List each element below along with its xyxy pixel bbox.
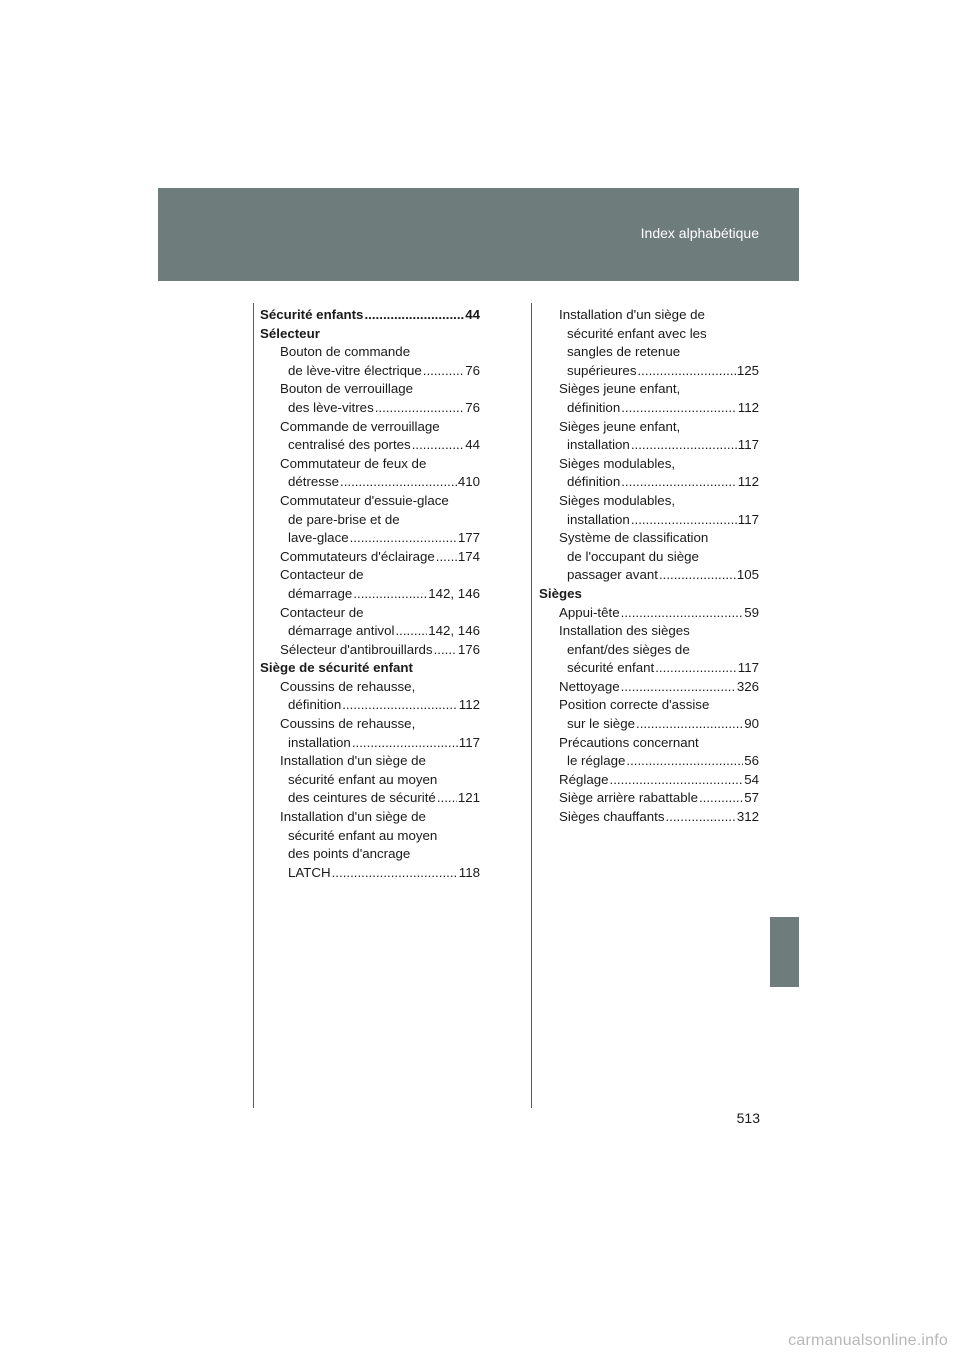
index-entry-text: Sièges jeune enfant,: [559, 381, 681, 397]
index-entry-text: enfant/des sièges de: [567, 641, 690, 657]
dot-leader: [363, 306, 464, 325]
watermark: carmanualsonline.info: [788, 1332, 948, 1349]
index-entry-text: Système de classification: [559, 530, 709, 546]
index-entry-page: 174: [457, 548, 480, 564]
index-entry: [539, 659, 759, 678]
index-entry-text: Sièges jeune enfant,: [559, 418, 681, 434]
index-entry: [260, 641, 480, 660]
index-entry-text: Contacteur de: [280, 604, 364, 620]
index-entry: [260, 511, 480, 530]
index-entry-text: Sélecteur: [260, 325, 320, 341]
index-entry-page: 121: [457, 790, 480, 806]
index-entry-text: de lève-vitre électrique: [288, 362, 422, 378]
dot-leader: [620, 399, 737, 418]
index-entry-page: 142, 146: [428, 623, 480, 639]
index-entry-text: centralisé des portes: [288, 437, 411, 453]
index-entry-text: définition: [288, 697, 342, 713]
index-entry-text: sécurité enfant: [567, 660, 655, 676]
index-entry-text: Précautions concernant: [559, 734, 699, 750]
index-entry: [260, 659, 480, 678]
index-entry-page: 112: [737, 474, 759, 490]
index-entry-text: Bouton de verrouillage: [280, 381, 414, 397]
section-title: Index alphabétique: [640, 225, 759, 241]
column-divider-left: [253, 303, 254, 1108]
index-entry: [260, 473, 480, 492]
index-entry: [539, 622, 759, 641]
index-entry-text: Coussins de rehausse,: [280, 678, 416, 694]
index-entry: [539, 436, 759, 455]
index-entry: [260, 789, 480, 808]
dot-leader: [658, 566, 736, 585]
index-entry-page: 44: [465, 437, 480, 453]
index-entry: [539, 529, 759, 548]
index-entry-text: détresse: [288, 474, 339, 490]
dot-leader: [394, 622, 427, 641]
index-entry-text: sécurité enfant avec les: [567, 325, 707, 341]
dot-leader: [411, 436, 465, 455]
index-entry: [539, 808, 759, 827]
dot-leader: [620, 604, 744, 623]
index-entry-text: installation: [288, 734, 351, 750]
dot-leader: [635, 715, 743, 734]
index-entry: [260, 548, 480, 567]
index-entry: [539, 548, 759, 567]
index-entry-text: installation: [567, 437, 630, 453]
index-entry: [539, 734, 759, 753]
index-entry: [260, 492, 480, 511]
dot-leader: [374, 399, 464, 418]
index-entry: [539, 696, 759, 715]
index-entry-text: des ceintures de sécurité: [288, 790, 436, 806]
index-entry-text: démarrage: [288, 585, 353, 601]
header-bar: [158, 188, 799, 281]
index-entry: [539, 492, 759, 511]
index-entry-page: 117: [458, 734, 480, 750]
index-entry: [539, 585, 759, 604]
chapter-thumb-tab: [770, 917, 799, 987]
index-entry-text: Commutateur d'essuie-glace: [280, 492, 449, 508]
index-entry: [260, 752, 480, 771]
page-number: 513: [736, 1110, 760, 1126]
index-entry: [260, 734, 480, 753]
dot-leader: [331, 864, 458, 883]
index-entry: [539, 325, 759, 344]
index-entry-page: 177: [457, 530, 480, 546]
index-entry: [539, 789, 759, 808]
dot-leader: [664, 808, 735, 827]
index-entry-text: définition: [567, 399, 621, 415]
index-entry: [260, 845, 480, 864]
index-entry: [260, 696, 480, 715]
index-entry: [539, 399, 759, 418]
index-entry-page: 326: [736, 678, 759, 694]
index-entry: [260, 864, 480, 883]
dot-leader: [630, 436, 737, 455]
index-entry-text: des points d'ancrage: [288, 846, 411, 862]
index-entry: [260, 604, 480, 623]
index-entry: [539, 641, 759, 660]
index-entry: [539, 678, 759, 697]
index-entry: [539, 752, 759, 771]
index-entry: [539, 455, 759, 474]
index-entry-text: définition: [567, 474, 621, 490]
index-entry-page: 176: [457, 641, 480, 657]
index-entry-page: 76: [465, 399, 480, 415]
index-entry-text: démarrage antivol: [288, 623, 395, 639]
index-entry-text: Installation d'un siège de: [280, 809, 426, 825]
dot-leader: [435, 548, 457, 567]
index-entry-page: 90: [744, 716, 759, 732]
index-entry: [260, 566, 480, 585]
index-entry-text: Installation des sièges: [559, 623, 690, 639]
index-entry-text: sécurité enfant au moyen: [288, 771, 438, 787]
index-column-right: [539, 306, 759, 827]
index-entry: [260, 436, 480, 455]
index-entry: [539, 604, 759, 623]
index-entry: [539, 473, 759, 492]
index-entry: [260, 827, 480, 846]
index-entry: [539, 566, 759, 585]
index-entry-text: des lève-vitres: [288, 399, 374, 415]
index-entry: [260, 455, 480, 474]
index-entry: [260, 771, 480, 790]
index-entry: [260, 622, 480, 641]
index-entry-page: 54: [744, 771, 759, 787]
index-entry-text: LATCH: [288, 864, 331, 880]
index-entry-page: 112: [737, 399, 759, 415]
dot-leader: [620, 473, 737, 492]
index-entry: [539, 771, 759, 790]
index-entry-text: Bouton de commande: [280, 344, 411, 360]
index-entry-text: installation: [567, 511, 630, 527]
dot-leader: [620, 678, 736, 697]
index-entry: [260, 306, 480, 325]
index-entry-page: 57: [744, 790, 759, 806]
index-entry-page: 125: [736, 362, 759, 378]
index-entry-page: 105: [736, 567, 759, 583]
index-entry-text: Sièges: [539, 585, 582, 601]
dot-leader: [349, 529, 457, 548]
index-entry: [260, 808, 480, 827]
dot-leader: [636, 362, 735, 381]
index-entry: [539, 380, 759, 399]
index-entry-text: Siège arrière rabattable: [559, 790, 698, 806]
index-entry-text: Coussins de rehausse,: [280, 716, 416, 732]
dot-leader: [433, 641, 457, 660]
index-entry-text: Position correcte d'assise: [559, 697, 710, 713]
index-entry: [260, 343, 480, 362]
index-entry-text: Nettoyage: [559, 678, 620, 694]
index-entry-text: Installation d'un siège de: [559, 307, 705, 322]
index-entry-page: 117: [737, 660, 759, 676]
index-entry: [539, 343, 759, 362]
index-entry-text: Sièges modulables,: [559, 455, 676, 471]
index-entry-text: passager avant: [567, 567, 658, 583]
index-entry: [539, 418, 759, 437]
index-entry-text: supérieures: [567, 362, 637, 378]
index-entry-text: sécurité enfant au moyen: [288, 827, 438, 843]
index-entry-page: 410: [457, 474, 480, 490]
dot-leader: [630, 511, 737, 530]
dot-leader: [698, 789, 743, 808]
index-column-left: [260, 306, 480, 882]
dot-leader: [654, 659, 737, 678]
index-entry-text: Sécurité enfants: [260, 307, 364, 322]
index-entry-text: le réglage: [567, 753, 626, 769]
index-entry: [539, 715, 759, 734]
index-entry-page: 118: [458, 864, 480, 880]
dot-leader: [422, 362, 464, 381]
dot-leader: [609, 771, 744, 790]
index-entry-text: Siège de sécurité enfant: [260, 660, 413, 676]
index-entry-text: de pare-brise et de: [288, 511, 400, 527]
dot-leader: [625, 752, 743, 771]
index-entry-text: Sélecteur d'antibrouillards: [280, 641, 433, 657]
index-entry: [260, 362, 480, 381]
index-entry-text: Commutateurs d'éclairage: [280, 548, 435, 564]
index-entry-text: Sièges modulables,: [559, 492, 676, 508]
index-entry: [260, 325, 480, 344]
index-entry-text: Installation d'un siège de: [280, 753, 426, 769]
index-entry-page: 44: [465, 307, 480, 322]
index-entry-text: Appui-tête: [559, 604, 620, 620]
index-entry: [260, 715, 480, 734]
dot-leader: [351, 734, 458, 753]
index-entry: [260, 418, 480, 437]
dot-leader: [436, 789, 457, 808]
index-entry: [260, 529, 480, 548]
index-entry-text: lave-glace: [288, 530, 349, 546]
index-entry-text: Commutateur de feux de: [280, 455, 427, 471]
index-entry-page: 117: [737, 511, 759, 527]
index-entry: [260, 678, 480, 697]
dot-leader: [352, 585, 427, 604]
index-entry-text: Contacteur de: [280, 567, 364, 583]
index-entry: [539, 362, 759, 381]
index-entry: [539, 306, 759, 325]
index-entry-text: sur le siège: [567, 716, 635, 732]
index-entry-page: 117: [737, 437, 759, 453]
index-entry: [260, 399, 480, 418]
dot-leader: [341, 696, 458, 715]
index-entry-page: 59: [744, 604, 759, 620]
index-entry-text: Sièges chauffants: [559, 809, 665, 825]
index-entry-text: de l'occupant du siège: [567, 548, 699, 564]
index-entry-page: 112: [458, 697, 480, 713]
index-entry-text: Réglage: [559, 771, 609, 787]
dot-leader: [339, 473, 457, 492]
index-entry-text: sangles de retenue: [567, 344, 681, 360]
index-entry: [539, 511, 759, 530]
index-entry-page: 76: [465, 362, 480, 378]
index-entry: [260, 585, 480, 604]
column-divider-middle: [531, 303, 532, 1108]
index-entry-page: 312: [736, 809, 759, 825]
index-entry-page: 56: [744, 753, 759, 769]
index-entry-text: Commande de verrouillage: [280, 418, 440, 434]
index-entry: [260, 380, 480, 399]
index-entry-page: 142, 146: [428, 585, 480, 601]
